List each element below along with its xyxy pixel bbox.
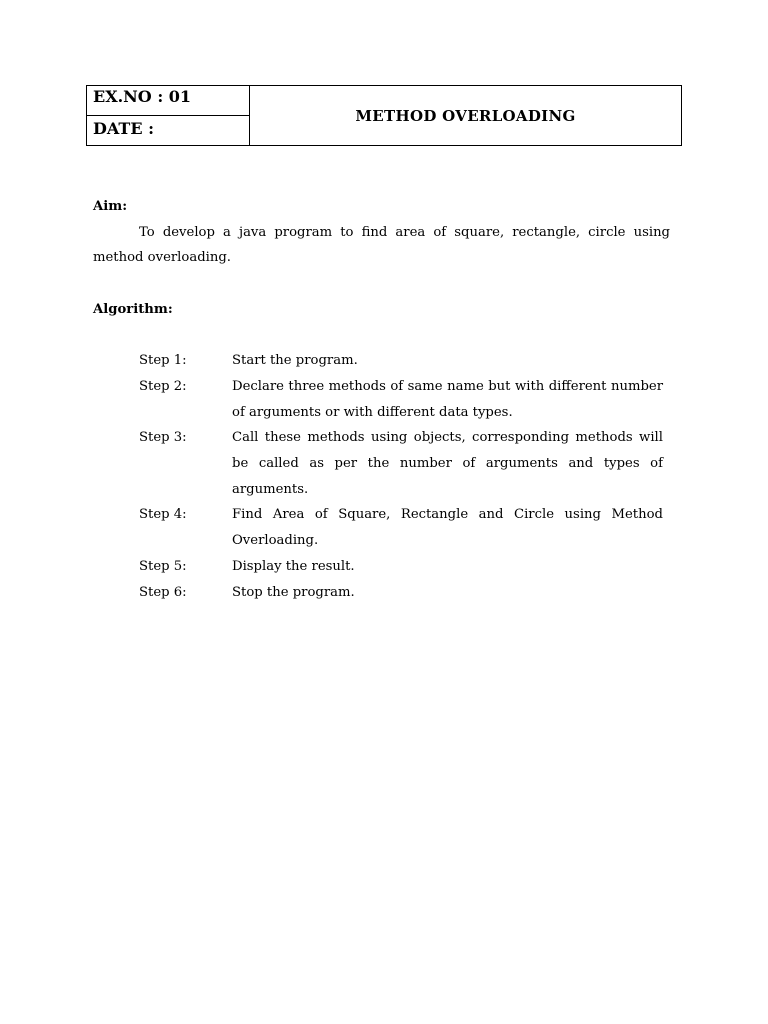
header-info-column: [87, 86, 250, 145]
algorithm-step: [93, 425, 670, 502]
step-text: Declare three methods of same name but with different number of arguments or with different data types.: [232, 378, 663, 420]
step-label: Step 6:: [139, 584, 187, 600]
step-text: Start the program.: [232, 353, 358, 369]
algorithm-step: [93, 348, 670, 374]
spacer: [93, 323, 670, 349]
step-label: Step 2:: [139, 378, 187, 394]
step-text: Find Area of Square, Rectangle and Circle using Method Overloading.: [232, 507, 663, 549]
step-text: Call these methods using objects, corresponding methods will be called as per the number of arguments and types of arguments.: [232, 430, 663, 497]
algorithm-heading: Algorithm:: [93, 301, 173, 317]
step-text: Stop the program.: [232, 584, 355, 600]
aim-heading: Aim:: [93, 199, 128, 214]
aim-text: To develop a java program to find area of square, rectangle, circle using method overloading.: [93, 224, 670, 266]
algorithm-step: [93, 554, 670, 580]
algorithm-step: [93, 374, 670, 425]
step-label: Step 4:: [139, 507, 187, 523]
algorithm-step: [93, 502, 670, 553]
exercise-number: EX.NO : 01: [87, 86, 249, 116]
algorithm-step: [93, 580, 670, 606]
page-title: METHOD OVERLOADING: [355, 106, 576, 125]
step-text: Display the result.: [232, 558, 355, 574]
document-body: [93, 194, 670, 605]
step-label: Step 5:: [139, 558, 187, 574]
step-label: Step 1:: [139, 353, 187, 369]
header-table: [86, 85, 682, 146]
spacer: [93, 271, 670, 297]
step-label: Step 3:: [139, 430, 187, 446]
exercise-date: DATE :: [93, 119, 154, 138]
